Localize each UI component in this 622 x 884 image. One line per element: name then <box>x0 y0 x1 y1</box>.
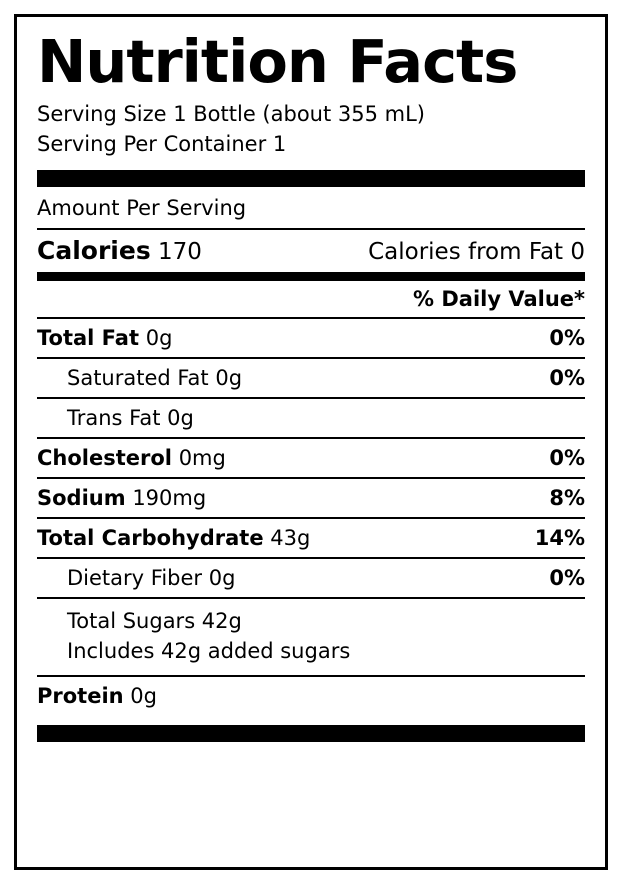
nutrient-row-protein <box>37 677 585 715</box>
nutrient-row-sodium <box>37 479 585 517</box>
serving-size-text: Serving Size 1 Bottle (about 355 mL) <box>37 101 425 126</box>
page-title: Nutrition Facts <box>37 27 518 96</box>
daily-value-header: % Daily Value* <box>413 286 585 311</box>
thick-divider-bottom <box>37 725 585 742</box>
nutrient-dv: 0% <box>549 365 585 390</box>
calories-label: Calories <box>37 235 151 265</box>
total-sugars-text: Total Sugars 42g <box>67 608 242 633</box>
amount-per-serving-row <box>37 187 585 228</box>
sugars-block <box>37 599 585 675</box>
servings-per-container-text: Serving Per Container 1 <box>37 132 287 157</box>
nutrient-amount: 0g <box>130 683 157 708</box>
nutrient-dv: 0% <box>549 445 585 470</box>
nutrient-row-saturated-fat <box>37 359 585 397</box>
calories-from-fat: Calories from Fat 0 <box>368 238 585 265</box>
nutrient-name: Trans Fat <box>67 405 161 430</box>
calories-left <box>37 236 202 265</box>
nutrient-amount: 190mg <box>132 485 207 510</box>
nutrient-dv: 0% <box>549 565 585 590</box>
nutrient-amount: 0mg <box>178 445 226 470</box>
nutrient-name: Total Carbohydrate <box>37 525 264 550</box>
nutrient-amount: 0g <box>145 325 173 350</box>
nutrient-name: Sodium <box>37 485 126 510</box>
nutrient-amount: 0g <box>208 565 236 590</box>
nutrient-row-trans-fat <box>37 399 585 437</box>
nutrient-name: Dietary Fiber <box>67 565 203 590</box>
nutrient-name: Total Fat <box>37 325 140 350</box>
calories-row <box>37 230 585 272</box>
nutrient-dv: 8% <box>549 485 585 510</box>
nutrition-facts-content <box>37 27 585 742</box>
amount-per-serving-label: Amount Per Serving <box>37 195 247 220</box>
nutrient-amount: 43g <box>270 525 311 550</box>
nutrient-amount: 0g <box>167 405 194 430</box>
thick-divider-top <box>37 170 585 187</box>
nutrient-name: Saturated Fat <box>67 365 209 390</box>
nutrient-dv: 14% <box>534 525 585 550</box>
nutrient-amount: 0g <box>215 365 243 390</box>
nutrient-name: Cholesterol <box>37 445 172 470</box>
calories-value: 170 <box>158 238 202 265</box>
daily-value-header-row <box>37 281 585 317</box>
nutrition-facts-panel <box>14 14 608 870</box>
nutrient-row-total-carbohydrate <box>37 519 585 557</box>
nutrient-row-cholesterol <box>37 439 585 477</box>
added-sugars-text: Includes 42g added sugars <box>67 639 351 664</box>
nutrient-row-total-fat <box>37 319 585 357</box>
mid-divider <box>37 272 585 281</box>
nutrient-row-dietary-fiber <box>37 559 585 597</box>
nutrient-dv: 0% <box>549 325 585 350</box>
nutrient-name: Protein <box>37 683 124 708</box>
